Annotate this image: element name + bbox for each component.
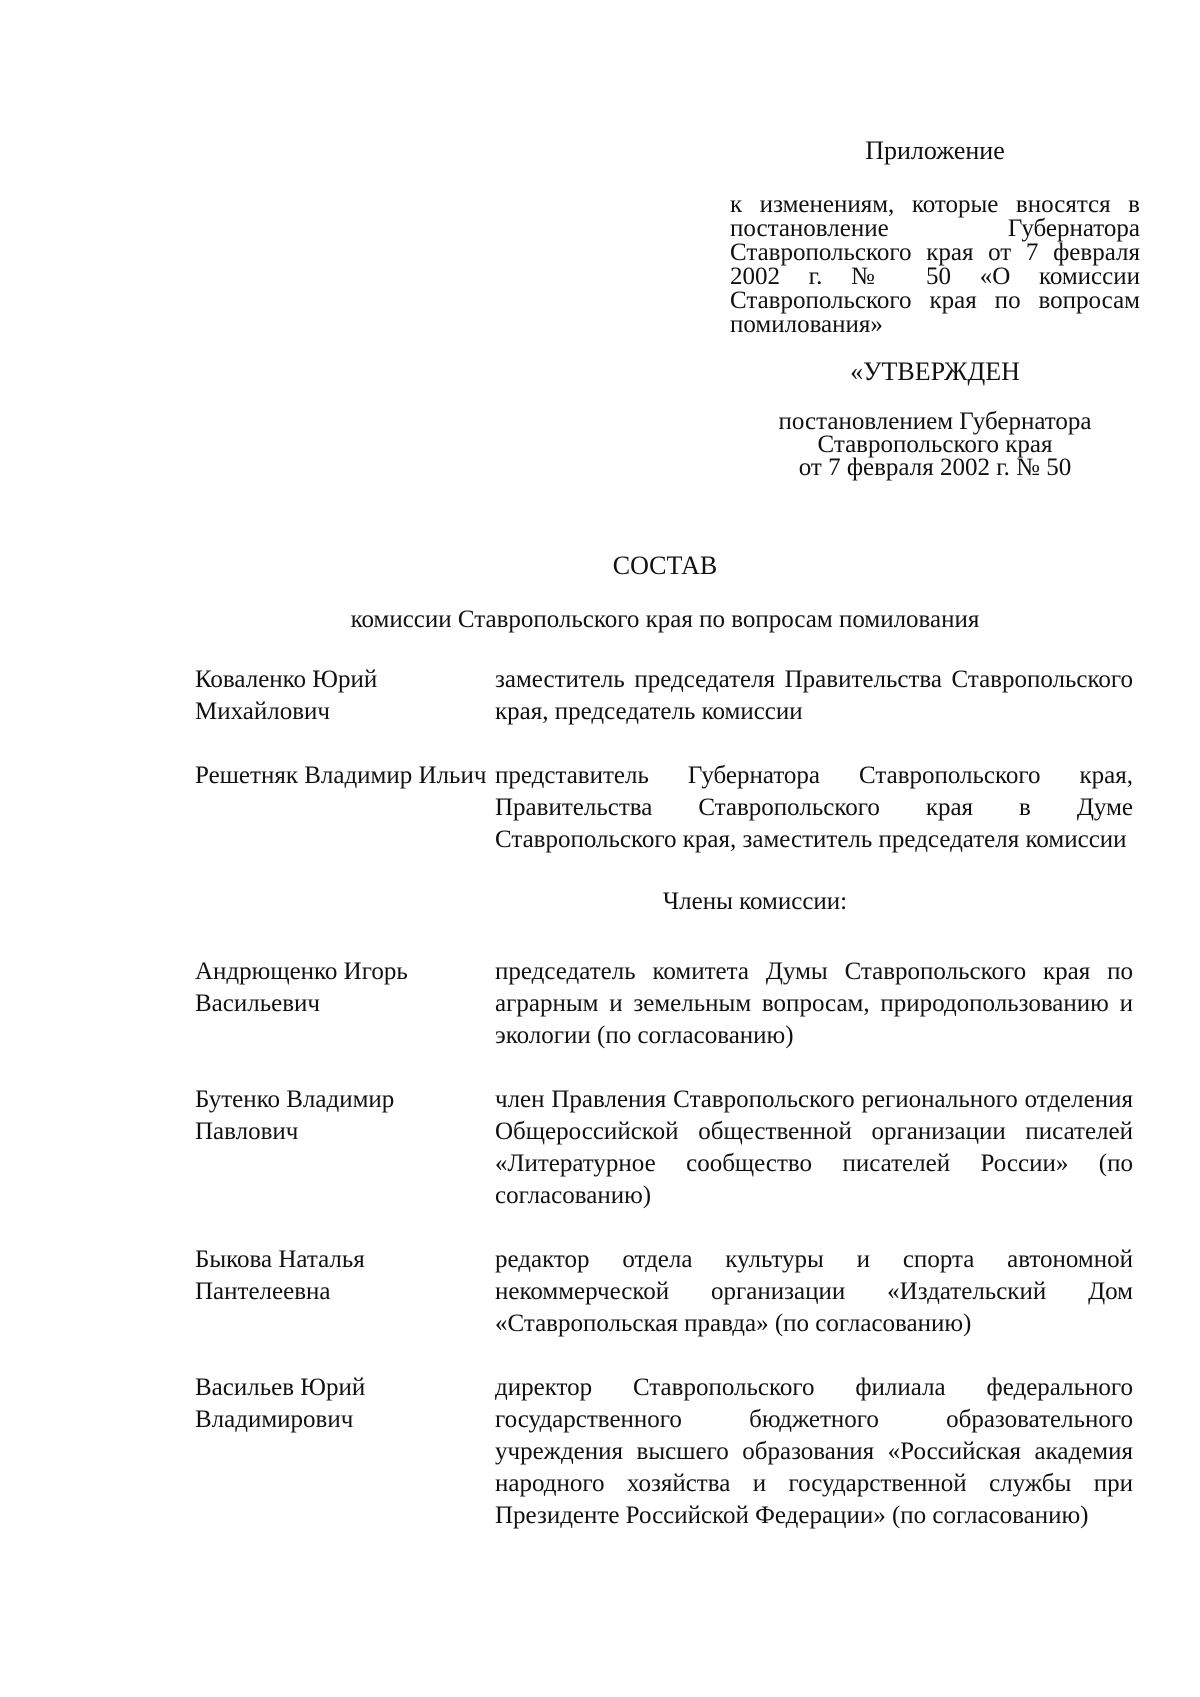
member-name: Бутенко Владимир Павлович: [195, 1086, 395, 1145]
amendment-reference: к изменениям, которые вносятся в постановление Губернатора Ставропольского края от 7 февраля 2002 г. № 50 «О комиссии Ставропольского края по вопросам помилования»: [730, 191, 1140, 338]
approval-line: от 7 февраля 2002 г. № 50: [798, 454, 1072, 481]
member-role: редактор отдела культуры и спорта автономной некоммерческой организации «Издательский Дом «Ставропольская правда» (по согласованию): [495, 1246, 1133, 1337]
approval-reference: [730, 410, 1140, 479]
member-name: Коваленко Юрий Михайлович: [195, 666, 378, 725]
commission-list: [195, 664, 1135, 1564]
member-role: член Правления Ставропольского регионального отделения Общероссийской общественной организации писателей «Литературное сообщество писателей России» (по согласованию): [495, 1086, 1133, 1209]
member-role: представитель Губернатора Ставропольского края, Правительства Ставропольского края в Думе Ставропольского края, заместитель председателя комиссии: [495, 762, 1133, 853]
member-name: Андрющенко Игорь Васильевич: [195, 958, 408, 1017]
member-entry: [195, 956, 1135, 1052]
member-name: Быкова Наталья Пантелеевна: [195, 1246, 365, 1305]
approved-title: «УТВЕРЖДЕН: [850, 357, 1020, 386]
member-entry: [195, 1244, 1135, 1340]
document-title: СОСТАВ: [612, 551, 718, 580]
approval-line: постановлением Губернатора: [778, 408, 1092, 435]
appendix-title: Приложение: [865, 136, 1005, 165]
members-heading: Члены комиссии:: [662, 888, 848, 915]
leadership-entry: [195, 760, 1135, 856]
member-entry: [195, 1372, 1135, 1532]
approval-line: Ставропольского края: [817, 431, 1053, 458]
leadership-entry: [195, 664, 1135, 728]
member-name: Решетняк Владимир Ильич: [195, 762, 487, 789]
document-subtitle: комиссии Ставропольского края по вопросам помилования: [350, 606, 980, 633]
member-role: председатель комитета Думы Ставропольского края по аграрным и земельным вопросам, природопользованию и экологии (по согласованию): [495, 958, 1133, 1049]
appendix-header: [730, 138, 1140, 479]
member-role: директор Ставропольского филиала федерального государственного бюджетного образовательного учреждения высшего образования «Российская академия народного хозяйства и государственной службы при Президенте Российской Федерации» (по согласованию): [495, 1374, 1133, 1529]
member-role: заместитель председателя Правительства Ставропольского края, председатель комиссии: [495, 666, 1133, 725]
member-name: Васильев Юрий Владимирович: [195, 1374, 366, 1433]
member-entry: [195, 1084, 1135, 1212]
